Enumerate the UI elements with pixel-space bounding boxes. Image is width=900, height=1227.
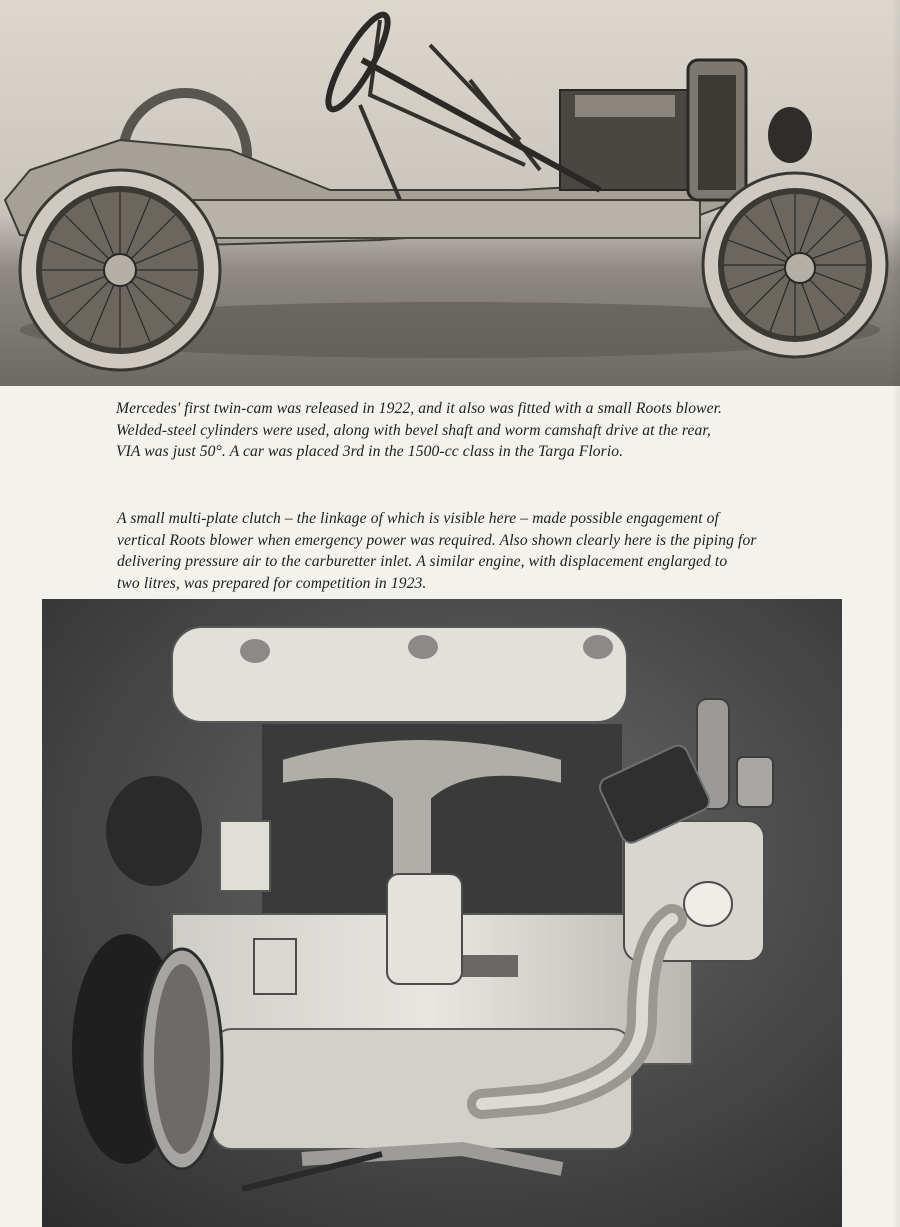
engine-caption-line: delivering pressure air to the carburetter inlet. A similar engine, with displacement englarged to [117, 553, 728, 570]
chassis-photo [0, 0, 900, 386]
engine-caption [117, 508, 757, 594]
page-edge-shadow [892, 0, 900, 1227]
chassis-caption-line: Welded-steel cylinders were used, along with bevel shaft and worm camshaft drive at the rear, [116, 421, 711, 439]
engine-caption-line: vertical Roots blower when emergency power was required. Also shown clearly here is the piping for [117, 531, 757, 549]
chassis-caption [116, 398, 722, 463]
engine-caption-line: A small multi-plate clutch – the linkage of which is visible here – made possible engagement of [117, 510, 719, 527]
chassis-caption-line: VIA was just 50°. A car was placed 3rd in the 1500-cc class in the Targa Florio. [116, 443, 624, 460]
engine-caption-line: two litres, was prepared for competition in 1923. [117, 574, 427, 592]
engine-photo [42, 599, 842, 1227]
chassis-caption-line: Mercedes' first twin-cam was released in 1922, and it also was fitted with a small Roots blower. [116, 400, 723, 417]
